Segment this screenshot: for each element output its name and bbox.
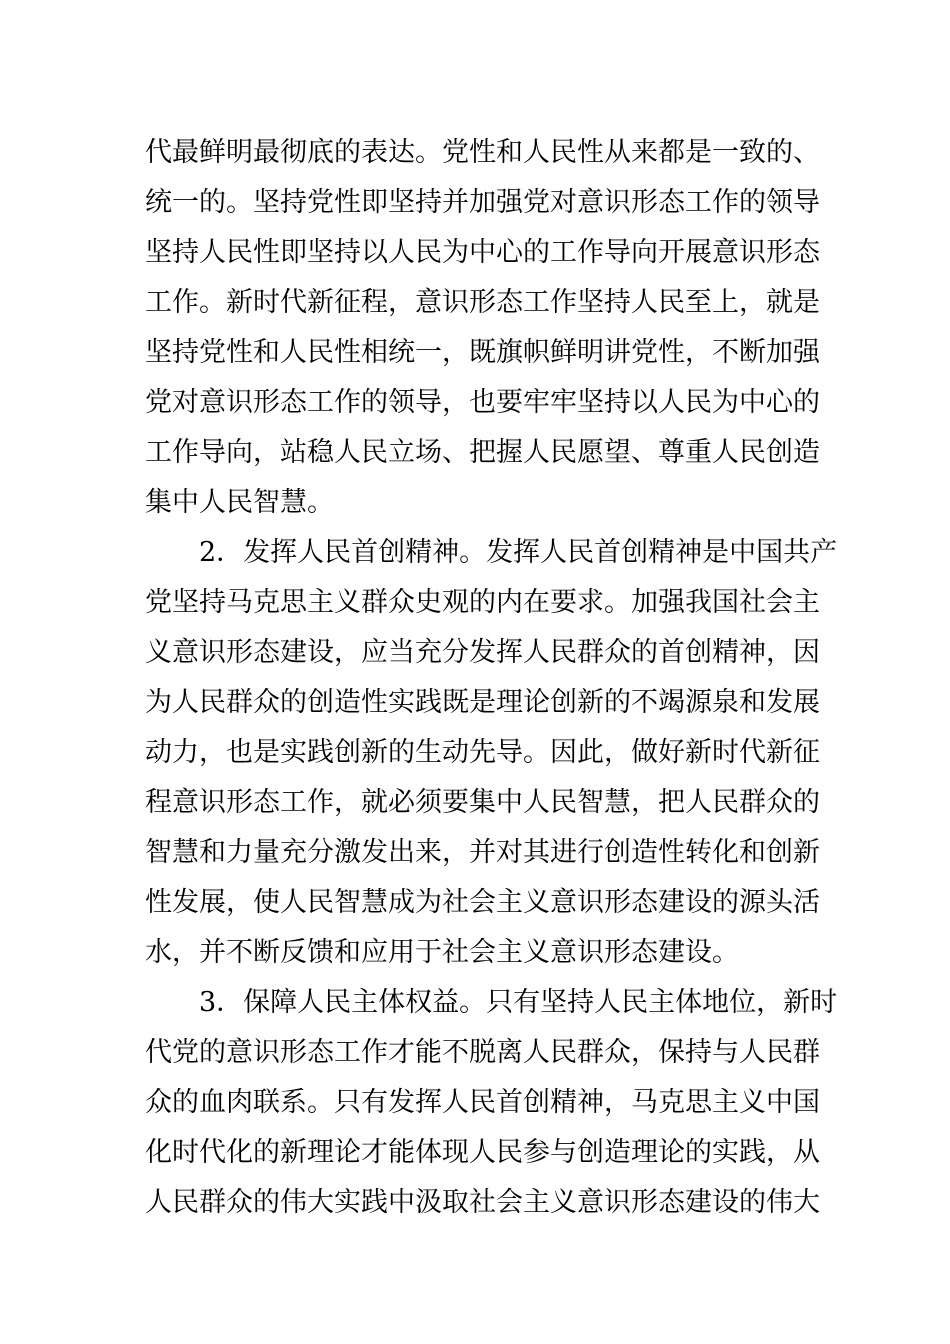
text-line: 坚持党性和人民性相统一，既旗帜鲜明讲党性，不断加强 [145, 337, 820, 368]
paragraph-heading-2: 2．发挥人民首创精神。发挥人民首创精神是中国共产 [199, 537, 838, 568]
text-line: 统一的。坚持党性即坚持并加强党对意识形态工作的领导 [145, 187, 820, 218]
text-line: 工作导向，站稳人民立场、把握人民愿望、尊重人民创造 [145, 437, 820, 468]
text-line: 人民群众的伟大实践中汲取社会主义意识形态建设的伟大 [145, 1187, 820, 1218]
body-text [145, 128, 838, 1228]
text-line: 众的血肉联系。只有发挥人民首创精神，马克思主义中国 [145, 1087, 820, 1118]
text-line: 工作。新时代新征程，意识形态工作坚持人民至上，就是 [145, 287, 820, 318]
text-line: 动力，也是实践创新的生动先导。因此，做好新时代新征 [145, 737, 820, 768]
text-line: 党对意识形态工作的领导，也要牢牢坚持以人民为中心的 [145, 387, 820, 418]
text-line: 集中人民智慧。 [145, 487, 334, 518]
text-line: 义意识形态建设，应当充分发挥人民群众的首创精神，因 [145, 637, 820, 668]
text-line: 化时代化的新理论才能体现人民参与创造理论的实践，从 [145, 1137, 820, 1168]
text-line: 代党的意识形态工作才能不脱离人民群众，保持与人民群 [145, 1037, 820, 1068]
text-line: 水，并不断反馈和应用于社会主义意识形态建设。 [145, 937, 739, 968]
text-line: 代最鲜明最彻底的表达。党性和人民性从来都是一致的、 [145, 137, 820, 168]
text-line: 党坚持马克思主义群众史观的内在要求。加强我国社会主 [145, 587, 820, 618]
paragraph-heading-3: 3．保障人民主体权益。只有坚持人民主体地位，新时 [199, 987, 838, 1018]
text-line: 智慧和力量充分激发出来，并对其进行创造性转化和创新 [145, 837, 820, 868]
text-line: 程意识形态工作，就必须要集中人民智慧，把人民群众的 [145, 787, 820, 818]
text-line: 性发展，使人民智慧成为社会主义意识形态建设的源头活 [145, 887, 820, 918]
text-line: 为人民群众的创造性实践既是理论创新的不竭源泉和发展 [145, 687, 820, 718]
text-line: 坚持人民性即坚持以人民为中心的工作导向开展意识形态 [145, 237, 820, 268]
